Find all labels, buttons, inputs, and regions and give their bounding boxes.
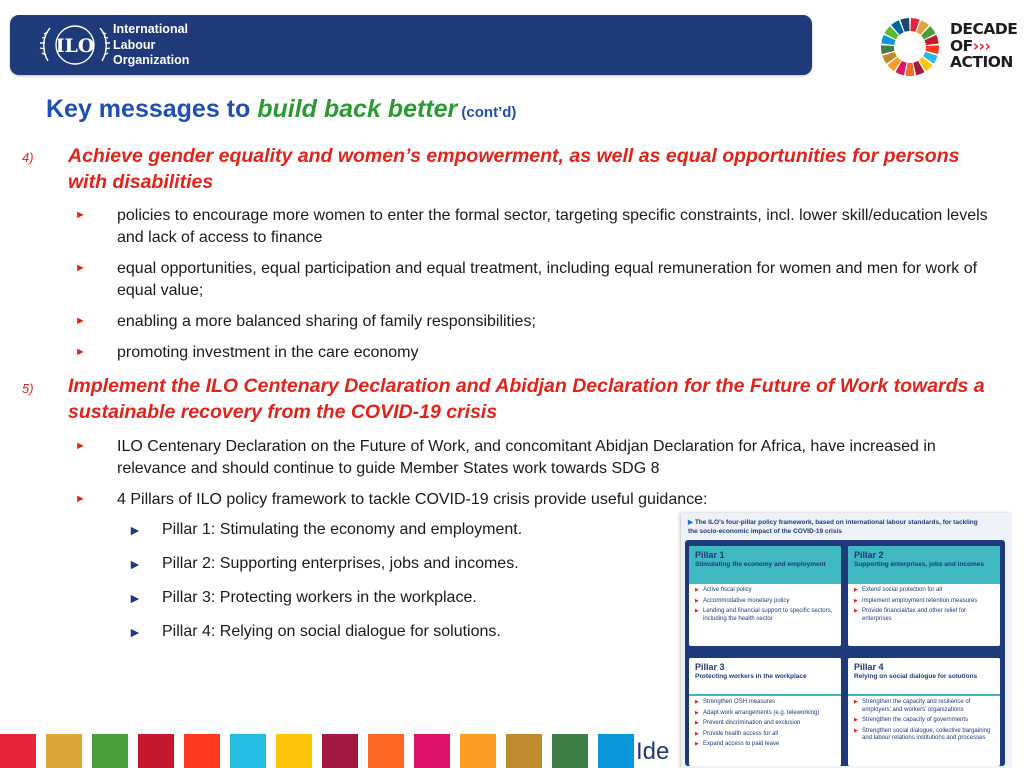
header-bar bbox=[10, 15, 812, 75]
bullet-text: policies to encourage more women to enter the formal sector, targeting specific constraints, incl. lower skill/education levels and lack of access to finance bbox=[117, 207, 988, 246]
pillar-item: ▶ Implement employment retention measures bbox=[854, 598, 994, 606]
footer-partial-text: Ide bbox=[636, 738, 670, 765]
bullet-text: equal opportunities, equal participation and equal treatment, including equal remuneration for women and men for work of equal value; bbox=[117, 260, 978, 299]
sdg-strip-segment bbox=[460, 734, 496, 768]
bullet-glyph: ► bbox=[75, 209, 86, 221]
section-heading: Implement the ILO Centenary Declaration and Abidjan Declaration for the Future of Work towards a sustainable recovery from the COVID-19 crisis bbox=[68, 375, 985, 423]
pillar-item: ▶ Active fiscal policy bbox=[695, 587, 835, 595]
sdg-strip-segment bbox=[276, 734, 312, 768]
pillar-item: ▶ Adapt work arrangements (e.g. teleworking) bbox=[695, 710, 835, 718]
decade-of-action-text bbox=[950, 21, 1017, 71]
sdg-strip-segment bbox=[368, 734, 404, 768]
pillar-item: ▶ Accommodative monetary policy bbox=[695, 598, 835, 606]
pillar-name: Pillar 2 bbox=[854, 550, 884, 560]
pillar-card bbox=[848, 658, 1000, 766]
pillar-card-header bbox=[689, 658, 841, 696]
pillar-item: ▶ Provide financial/tax and other relief for enterprises bbox=[854, 608, 994, 623]
pillar-card bbox=[689, 546, 841, 646]
sdg-strip-segment bbox=[552, 734, 588, 768]
pillar-card-header bbox=[689, 546, 841, 584]
sub-bullet-text: Pillar 1: Stimulating the economy and employment. bbox=[162, 521, 523, 538]
org-name-line: Labour bbox=[113, 37, 156, 52]
decade-of-action-logo bbox=[878, 16, 1018, 78]
pillar-subtitle: Supporting enterprises, jobs and incomes bbox=[854, 561, 985, 568]
title-part: Key messages to bbox=[46, 95, 258, 123]
pillar-card-body bbox=[689, 584, 841, 629]
sub-bullet-text: Pillar 2: Supporting enterprises, jobs and incomes. bbox=[162, 555, 519, 572]
pillar-item: ▶ Strengthen OSH measures bbox=[695, 699, 835, 707]
bullet-text: 4 Pillars of ILO policy framework to tackle COVID-19 crisis provide useful guidance: bbox=[117, 491, 708, 508]
pillar-framework-figure bbox=[681, 513, 1011, 768]
sub-bullet-text: Pillar 4: Relying on social dialogue for solutions. bbox=[162, 623, 501, 640]
pillar-card-body bbox=[848, 696, 1000, 749]
bullet-text: ILO Centenary Declaration on the Future of Work, and concomitant Abidjan Declaration for Africa, have increased in relevance and should continue to guide Member States work towards SDG 8 bbox=[117, 438, 936, 477]
pillar-item: ▶ Strengthen the capacity of governments bbox=[854, 717, 994, 725]
bullet-text: enabling a more balanced sharing of family responsibilities; bbox=[117, 313, 536, 330]
sdg-strip-segment bbox=[0, 734, 36, 768]
sdg-strip-segment bbox=[92, 734, 128, 768]
pillar-name: Pillar 1 bbox=[695, 550, 725, 560]
decade-line: OF››› bbox=[950, 36, 991, 55]
pillar-item: ▶ Extend social protection for all bbox=[854, 587, 994, 595]
bullet-glyph: ► bbox=[75, 346, 86, 358]
sub-bullet-glyph: ► bbox=[128, 590, 142, 606]
ilo-logo-icon bbox=[38, 21, 112, 69]
sdg-strip-segment bbox=[322, 734, 358, 768]
pillar-card-body bbox=[848, 584, 1000, 629]
pillar-item: ▶ Expand access to paid leave bbox=[695, 741, 835, 749]
pillar-item: ▶ Strengthen the capacity and resilience of employers’ and workers’ organizations bbox=[854, 699, 994, 714]
sub-bullet-glyph: ► bbox=[128, 522, 142, 538]
sdg-strip-segment bbox=[598, 734, 634, 768]
pillar-subtitle: Relying on social dialogue for solutions bbox=[854, 673, 978, 680]
pillar-subtitle: Stimulating the economy and employment bbox=[695, 561, 826, 568]
bullet-glyph: ► bbox=[75, 440, 86, 452]
section-number: 4) bbox=[22, 150, 34, 165]
bullet-glyph: ► bbox=[75, 315, 86, 327]
caption-triangle-icon: ▶ bbox=[688, 519, 695, 526]
sdg-strip-segment bbox=[230, 734, 266, 768]
title-emphasis: build back better bbox=[257, 95, 458, 123]
slide-title bbox=[46, 95, 516, 124]
pillar-name: Pillar 4 bbox=[854, 662, 884, 672]
bullet-glyph: ► bbox=[75, 493, 86, 505]
pillar-card-header bbox=[848, 546, 1000, 584]
org-name-line: International bbox=[113, 22, 189, 36]
sub-bullet-text: Pillar 3: Protecting workers in the workplace. bbox=[162, 589, 477, 606]
sub-bullet-glyph: ► bbox=[128, 556, 142, 572]
pillar-subtitle: Protecting workers in the workplace bbox=[695, 673, 807, 680]
org-name-line: Organization bbox=[113, 53, 190, 67]
pillar-item: ▶ Strengthen social dialogue, collective bargaining and labour relations institutions and processes bbox=[854, 728, 994, 743]
decade-line: ACTION bbox=[950, 53, 1013, 71]
pillar-card-body bbox=[689, 696, 841, 755]
sub-bullet-glyph: ► bbox=[128, 624, 142, 640]
pillar-name: Pillar 3 bbox=[695, 662, 725, 672]
section-heading: Achieve gender equality and women’s empowerment, as well as equal opportunities for persons with disabilities bbox=[68, 145, 960, 193]
pillar-item: ▶ Provide health access for all bbox=[695, 731, 835, 739]
sdg-strip-segment bbox=[506, 734, 542, 768]
pillar-item: ▶ Prevent discrimination and exclusion bbox=[695, 720, 835, 728]
sdg-strip-segment bbox=[46, 734, 82, 768]
sdg-strip-segment bbox=[414, 734, 450, 768]
sdg-wheel-segment bbox=[906, 63, 915, 76]
pillar-card bbox=[689, 658, 841, 766]
pillar-item: ▶ Lending and financial support to specific sectors, including the health sector bbox=[695, 608, 835, 623]
organization-name bbox=[113, 22, 189, 69]
figure-panel bbox=[685, 540, 1005, 766]
bullet-glyph: ► bbox=[75, 262, 86, 274]
pillar-card-header bbox=[848, 658, 1000, 696]
title-suffix: (cont’d) bbox=[457, 104, 517, 121]
decade-line: DECADE bbox=[950, 20, 1018, 38]
sdg-strip-segment bbox=[138, 734, 174, 768]
pillar-card bbox=[848, 546, 1000, 646]
ilo-logo-text: ILO bbox=[55, 35, 95, 57]
bullet-text: promoting investment in the care economy bbox=[117, 344, 419, 361]
sdg-wheel-icon bbox=[878, 16, 942, 80]
sdg-strip-segment bbox=[184, 734, 220, 768]
figure-caption: ▶ The ILO’s four-pillar policy framework, based on international labour standards, for tackling the socio-economic impact of the COVID-19 crisis bbox=[688, 519, 978, 535]
section-number: 5) bbox=[22, 381, 34, 396]
